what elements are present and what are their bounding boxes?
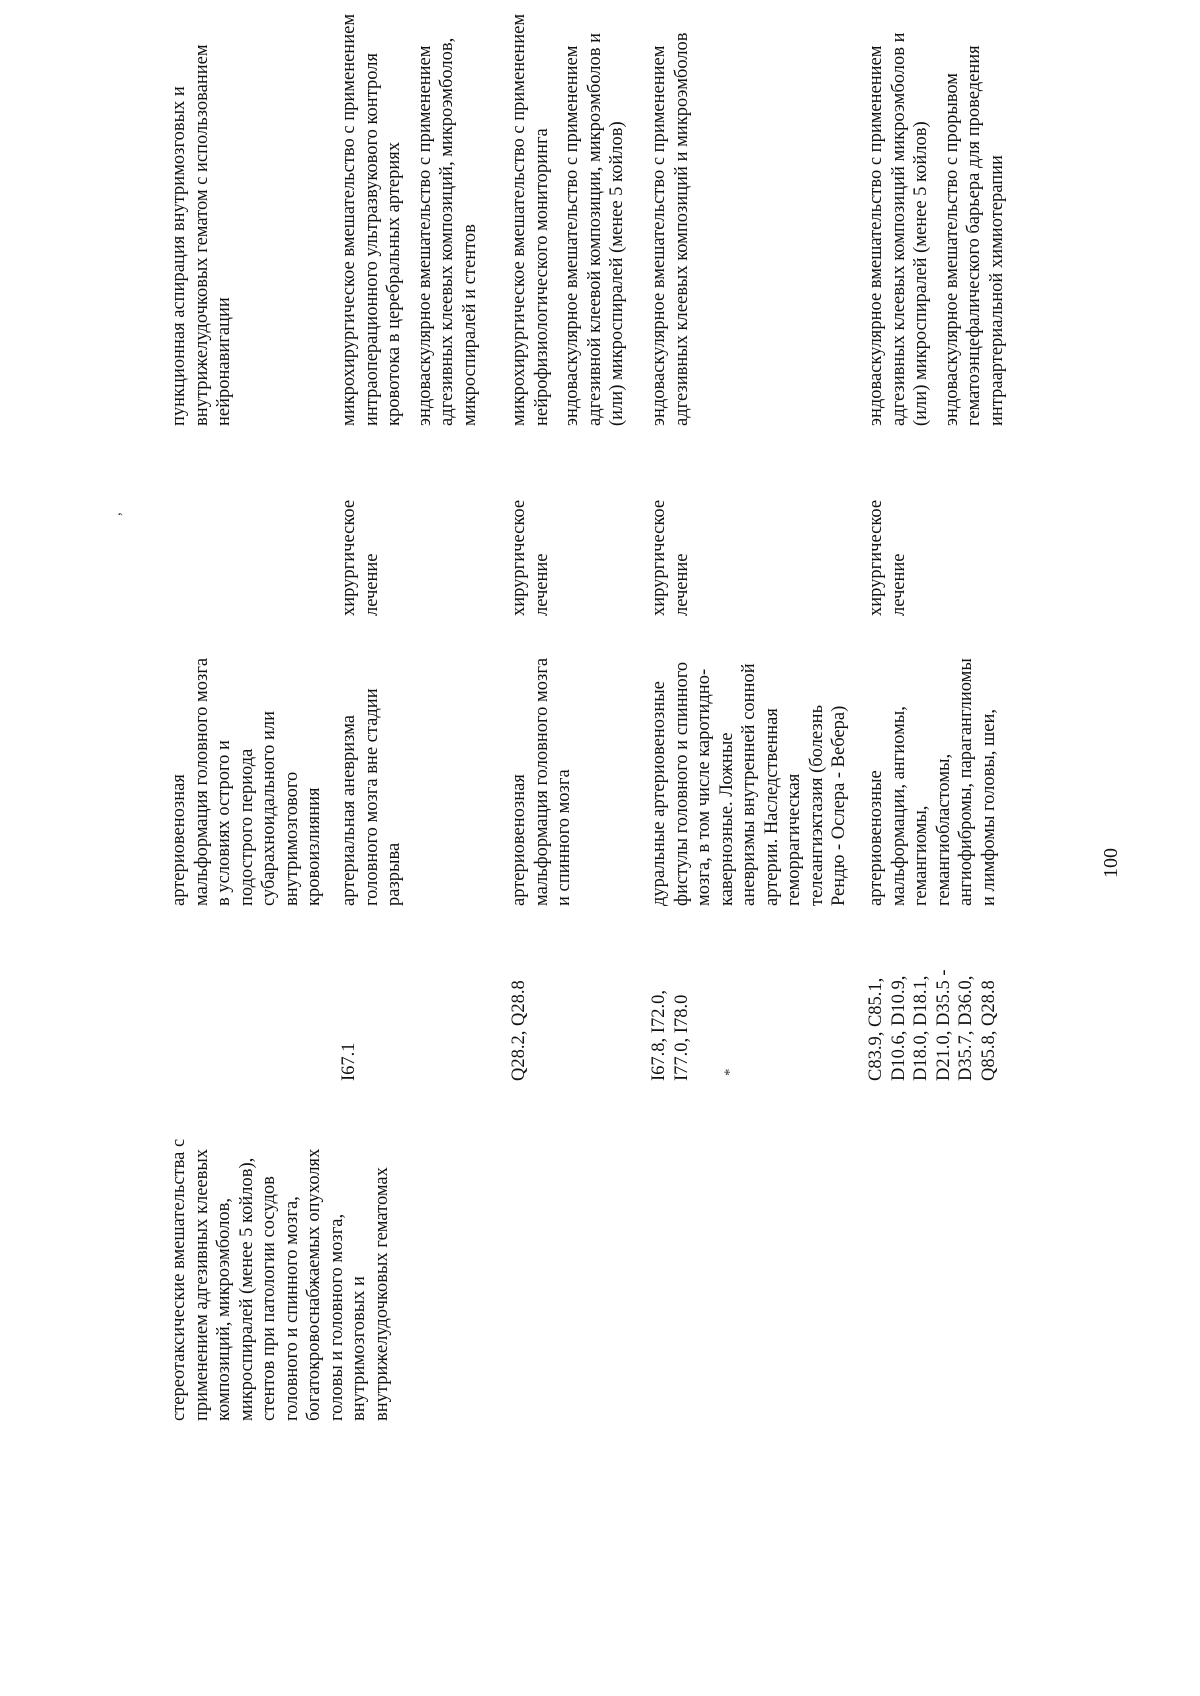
- treatment-paragraph: эндоваскулярное вмешательство с прорывом гематоэнцефалического барьера для проведения интраартериальной химиотерапии: [941, 45, 1007, 426]
- cell-diagnosis: артериовенозные мальформации, ангиомы, гемангиомы, гемангиобластомы, ангиофибромы, параганглиомы и лимфомы головы, шеи,: [866, 658, 999, 906]
- treatment-paragraph: пункционная аспирация внутримозговых и внутрижелудочковых гематом с использованием нейронавигации: [169, 44, 234, 426]
- treatment-paragraph: эндоваскулярное вмешательство с применением адгезивных клеевых композиций микроэмболов и (или) микроспиралей (менее 5 койлов): [866, 32, 931, 426]
- cell-icd-codes: I67.8, I72.0, I77.0, I78.0: [649, 990, 692, 1081]
- stray-comma-mark: ,: [108, 512, 124, 516]
- cell-treatment-type: хирургическое лечение: [339, 499, 382, 616]
- cell-icd-codes: Q28.2, Q28.8: [509, 980, 529, 1081]
- cell-treatment-method: [865, 6, 1008, 426]
- cell-treatment-type: хирургическое лечение: [509, 499, 552, 616]
- cell-diagnosis: артериовенозная мальформация головного мозга и спинного мозга: [509, 657, 574, 906]
- cell-diagnosis: артериовенозная мальформация головного мозга в условиях острого и подострого периода субарахноидального или внутримозгового кровоизлияния: [169, 657, 324, 906]
- cell-icd-codes: C83.9, C85.1, D10.6, D10.9, D18.0, D18.1, D21.0, D35.5 - D35.7, D36.0, Q85.8, Q28.8: [866, 969, 999, 1081]
- treatment-paragraph: микрохирургическое вмешательство с применением нейрофизиологического мониторинга: [509, 13, 552, 426]
- treatment-paragraph: эндоваскулярное вмешательство с применением адгезивных клеевых композиций и микроэмболов: [649, 32, 692, 426]
- treatment-paragraph: эндоваскулярное вмешательство с применением адгезивных клеевых композиций, микроэмболов, микроспиралей и стентов: [414, 37, 480, 426]
- cell-treatment-method: [508, 6, 629, 426]
- treatment-paragraph: эндоваскулярное вмешательство с применением адгезивной клеевой композиции, микроэмболов и (или) микроспиралей (менее 5 койлов): [562, 33, 627, 426]
- cell-diagnosis: дуральные артериовенозные фистулы головного и спинного мозга, в том числе каротидно-кавернозные. Ложные аневризмы внутренней сонной артерии. Наследственная геморрагическая телеангиэктазия (болезнь Рендю - Ослера - Вебера): [649, 661, 849, 906]
- cell-treatment-type: хирургическое лечение: [649, 499, 692, 616]
- cell-treatment-method: [168, 6, 236, 426]
- cell-icd-codes: I67.1: [339, 1042, 359, 1081]
- treatment-paragraph: микрохирургическое вмешательство с применением интраоперационного ультразвукового контроля кровотока в церебральных артериях: [339, 13, 404, 426]
- cell-method-description: стереотаксические вмешательства с применением адгезивных клеевых композиций, микроэмболов, микроспиралей (менее 5 койлов), стентов при патологии сосудов головного и спинного мозга, богатокровоснабжаемых опухолях головы и головного мозга, внутримозговых и внутрижелудочковых гематомах: [169, 1138, 392, 1421]
- cell-treatment-type: хирургическое лечение: [866, 499, 909, 616]
- page-number: 100: [1100, 848, 1122, 878]
- cell-diagnosis: артериальная аневризма головного мозга вне стадии разрыва: [339, 688, 404, 906]
- cell-treatment-method: [338, 6, 481, 426]
- stray-asterisk-mark: *: [722, 1068, 738, 1076]
- cell-treatment-method: [648, 6, 693, 426]
